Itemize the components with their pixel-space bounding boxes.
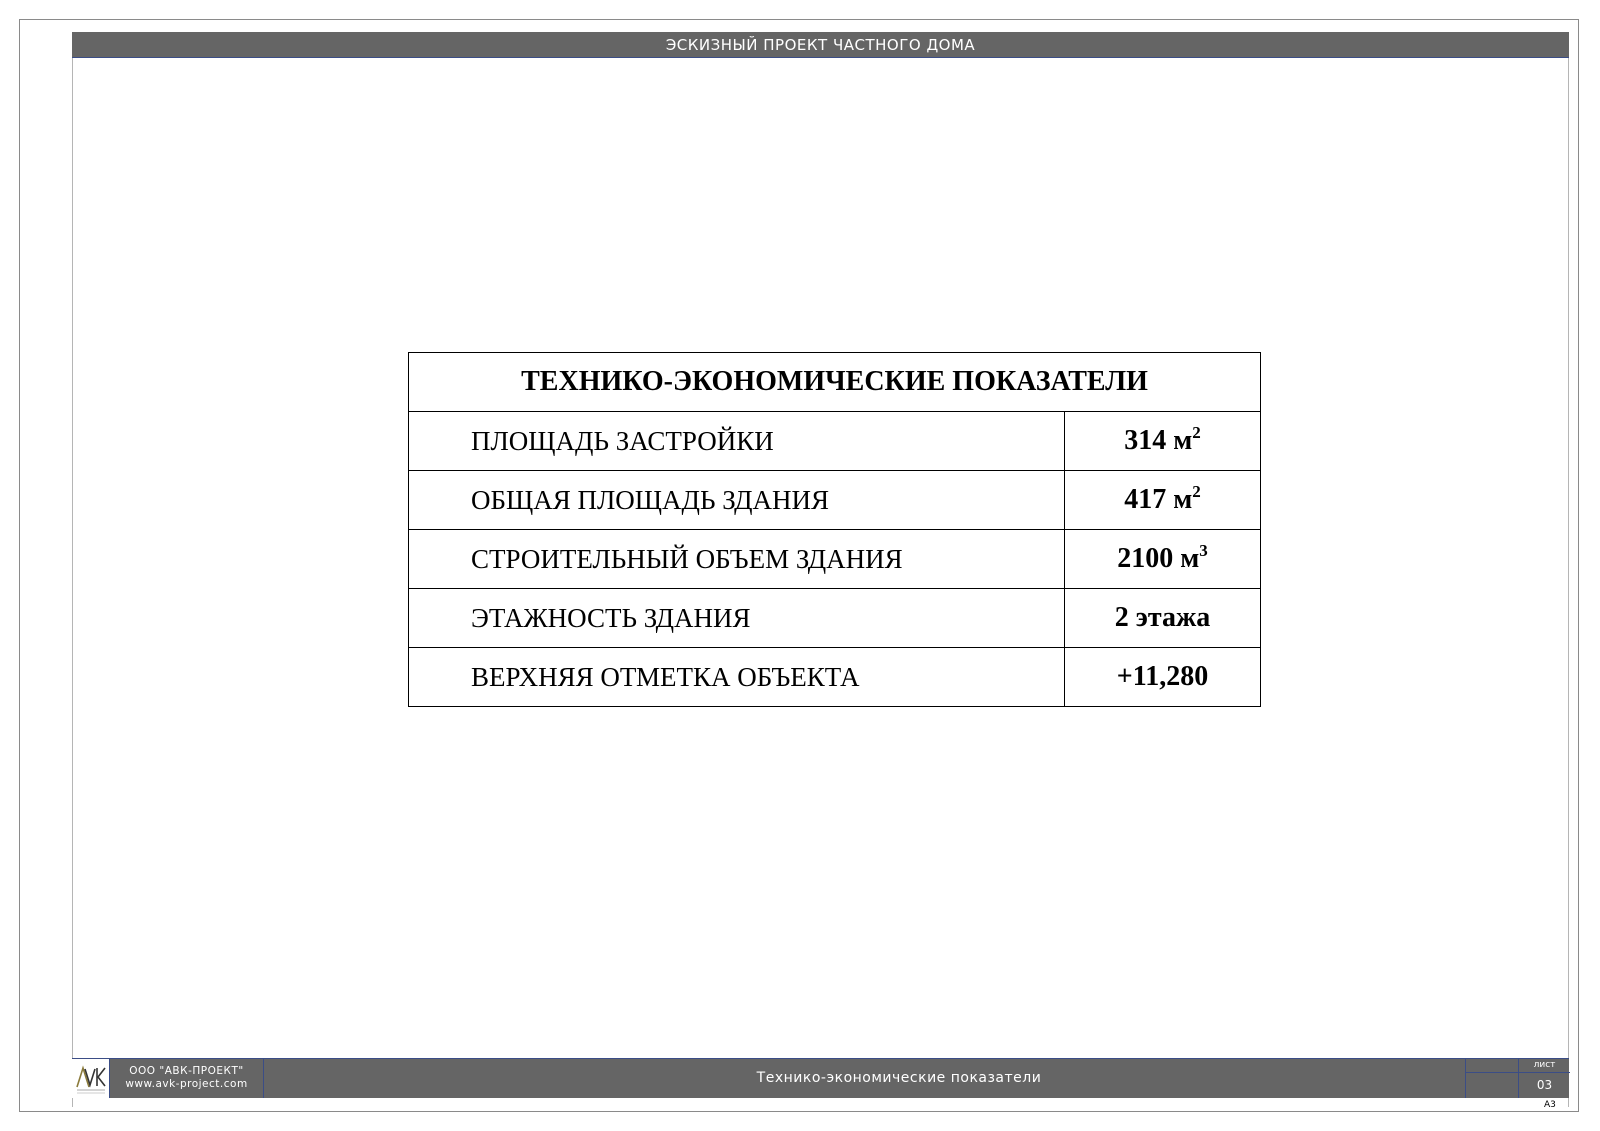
company-logo — [72, 1059, 110, 1098]
indicator-value: 2 этажа — [1065, 589, 1261, 648]
indicators-title: ТЕХНИКО-ЭКОНОМИЧЕСКИЕ ПОКАЗАТЕЛИ — [409, 353, 1261, 412]
table-row — [409, 412, 1261, 471]
indicator-value: +11,280 — [1065, 648, 1261, 707]
indicators-header-row — [409, 353, 1261, 412]
indicator-label: СТРОИТЕЛЬНЫЙ ОБЪЕМ ЗДАНИЯ — [409, 530, 1065, 589]
paper-format: А3 — [1544, 1100, 1556, 1110]
table-row — [409, 648, 1261, 707]
company-info — [110, 1059, 264, 1098]
sheet-number-cell — [1465, 1059, 1569, 1098]
table-row — [409, 530, 1261, 589]
table-row — [409, 471, 1261, 530]
table-row — [409, 589, 1261, 648]
indicator-label: ЭТАЖНОСТЬ ЗДАНИЯ — [409, 589, 1065, 648]
indicator-label: ОБЩАЯ ПЛОЩАДЬ ЗДАНИЯ — [409, 471, 1065, 530]
unit-power: 2 — [1192, 423, 1201, 442]
unit-power: 3 — [1199, 541, 1208, 560]
sheet-number: 03 — [1536, 1078, 1553, 1092]
indicator-label: ПЛОЩАДЬ ЗАСТРОЙКИ — [409, 412, 1065, 471]
avk-logo-icon — [72, 1059, 109, 1097]
indicator-value: 417 $м^2$ — [1065, 471, 1261, 530]
indicator-value: 2100 $м^3$ — [1065, 530, 1261, 589]
sheet-title: Технико-экономические показатели — [756, 1070, 1042, 1086]
project-title: ЭСКИЗНЫЙ ПРОЕКТ ЧАСТНОГО ДОМА — [665, 36, 976, 54]
indicator-label: ВЕРХНЯЯ ОТМЕТКА ОБЪЕКТА — [409, 648, 1065, 707]
unit-power: 2 — [1192, 482, 1201, 501]
company-name: ООО "АВК-ПРОЕКТ" — [129, 1065, 244, 1077]
company-website: www.avk-project.com — [125, 1078, 248, 1090]
indicators-table — [408, 352, 1261, 707]
title-block — [72, 1058, 1569, 1098]
project-title-bar — [72, 32, 1569, 58]
sheet-label: лист — [1533, 1060, 1556, 1070]
indicator-value: 314 $м^2$ — [1065, 412, 1261, 471]
